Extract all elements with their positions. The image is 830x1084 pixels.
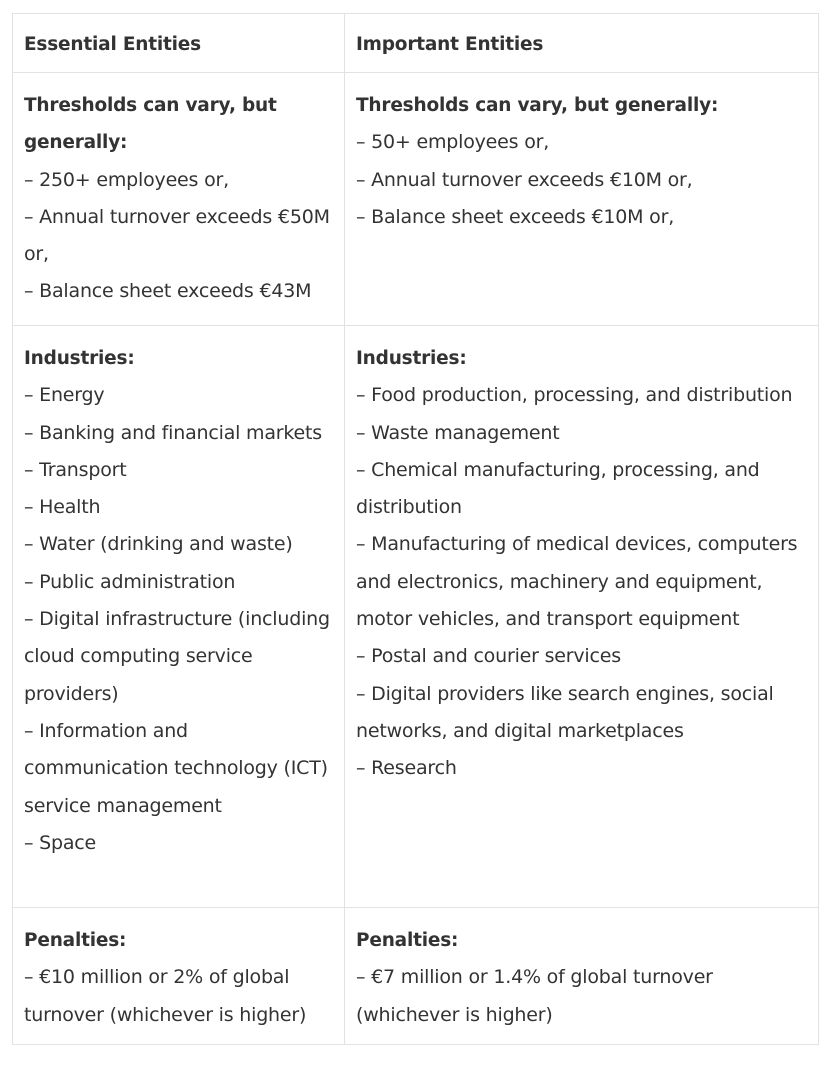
essential-penalty-item: – €10 million or 2% of global turnover (whichever is higher) — [24, 966, 307, 1026]
essential-threshold-item: – Annual turnover exceeds €50M or, — [24, 205, 330, 266]
important-industry-item: – Manufacturing of medical devices, computers and electronics, machinery and equipment, motor vehicles, and transport equipment — [356, 533, 798, 631]
essential-industry-item: – Water (drinking and waste) — [24, 533, 293, 556]
important-industry-item: – Food production, processing, and distribution — [356, 384, 793, 407]
important-thresholds-heading: Thresholds can vary, but generally: — [356, 95, 719, 116]
essential-industry-item: – Transport — [24, 458, 127, 481]
essential-threshold-item: – Balance sheet exceeds €43M — [24, 280, 312, 303]
important-industry-item: – Digital providers like search engines, social networks, and digital marketplaces — [356, 682, 774, 742]
essential-industry-item: – Banking and financial markets — [24, 421, 322, 444]
important-industry-item: – Research — [356, 757, 457, 780]
important-industry-item: – Waste management — [356, 421, 560, 444]
header-essential-entities: Essential Entities — [13, 14, 345, 73]
important-threshold-item: – Balance sheet exceeds €10M or, — [356, 205, 675, 228]
important-threshold-item: – Annual turnover exceeds €10M or, — [356, 168, 693, 191]
table-header-row — [13, 14, 819, 73]
essential-threshold-item: – 250+ employees or, — [24, 168, 229, 191]
important-industry-item: – Postal and courier services — [356, 645, 621, 668]
important-penalty-item: – €7 million or 1.4% of global turnover (whichever is higher) — [356, 966, 713, 1026]
essential-thresholds-heading: Thresholds can vary, but generally: — [24, 95, 277, 154]
table-row-penalties — [13, 908, 819, 1045]
table-row-industries — [13, 326, 819, 908]
important-threshold-item: – 50+ employees or, — [356, 131, 550, 154]
essential-penalties-heading: Penalties: — [24, 930, 127, 951]
important-industries-heading: Industries: — [356, 348, 467, 369]
important-thresholds-cell — [345, 73, 819, 326]
essential-industries-heading: Industries: — [24, 348, 135, 369]
essential-industries-cell — [13, 326, 345, 908]
entities-comparison-table — [12, 13, 819, 1045]
essential-industry-item: – Energy — [24, 384, 105, 407]
essential-industry-item: – Information and communication technology (ICT) service management — [24, 719, 328, 817]
essential-industry-item: – Public administration — [24, 570, 236, 593]
table-row-thresholds — [13, 73, 819, 326]
essential-industry-item: – Health — [24, 496, 101, 519]
important-industries-cell — [345, 326, 819, 908]
important-penalties-cell — [345, 908, 819, 1045]
essential-industry-item: – Digital infrastructure (including cloud computing service providers) — [24, 608, 330, 705]
important-penalties-heading: Penalties: — [356, 930, 459, 951]
important-industry-item: – Chemical manufacturing, processing, and distribution — [356, 458, 760, 519]
essential-industry-item: – Space — [24, 831, 97, 854]
header-important-entities: Important Entities — [345, 14, 819, 73]
essential-penalties-cell — [13, 908, 345, 1045]
essential-thresholds-cell — [13, 73, 345, 326]
